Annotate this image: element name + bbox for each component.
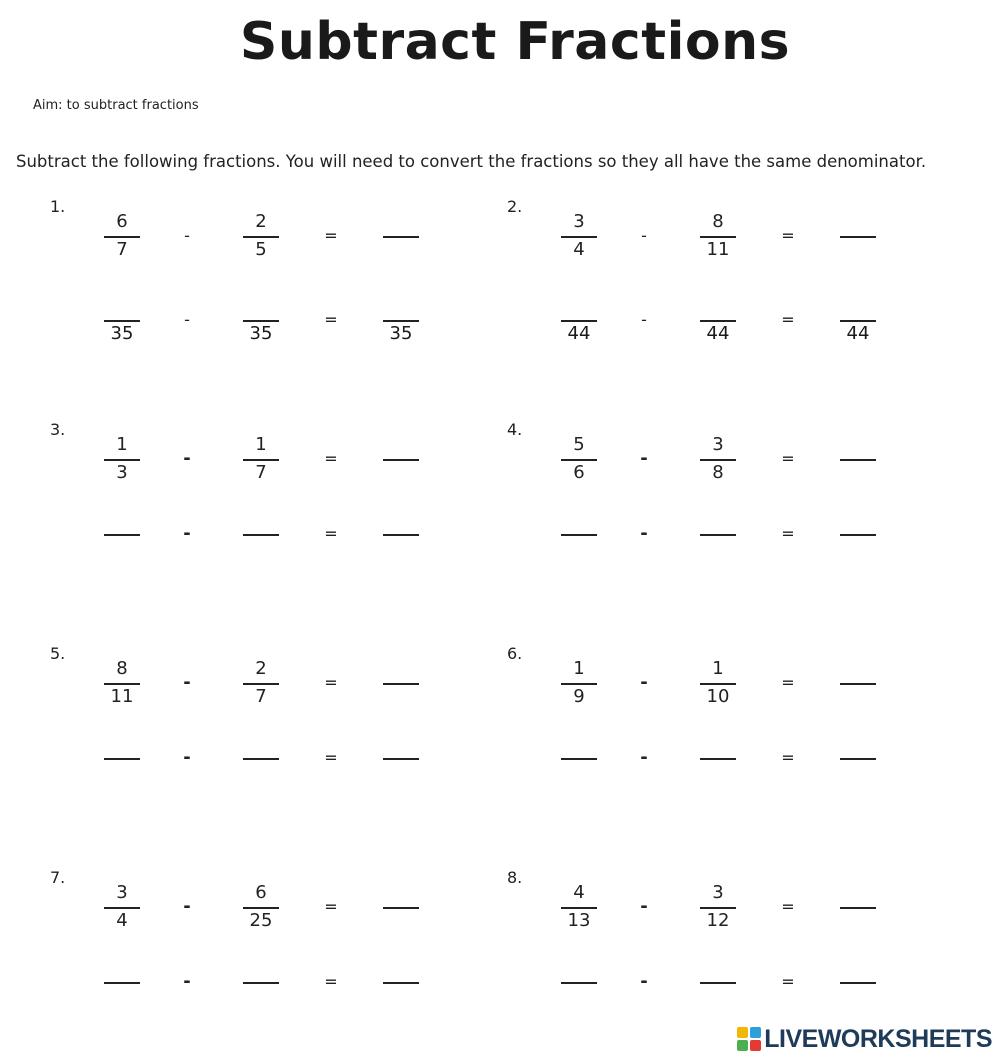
first-fraction [104,207,140,267]
equals-sign: = [781,972,795,991]
numerator: 6 [255,882,267,903]
numerator: 1 [116,434,128,455]
minus-sign: - [183,896,191,917]
equals-sign: = [324,897,338,916]
working-numerator-blank-1[interactable] [104,320,140,322]
second-fraction [700,430,736,490]
equals-sign: = [324,226,338,245]
numerator: 2 [255,658,267,679]
result-numerator-blank[interactable] [840,758,876,760]
working-denominator-1: 44 [567,323,591,344]
minus-sign: - [640,672,648,693]
second-fraction [700,654,736,714]
problem-1 [50,197,510,387]
aim-text: Aim: to subtract fractions [33,98,199,113]
fraction-bar [700,907,736,909]
equals-sign: = [324,748,338,767]
problem-number: 1. [50,197,66,216]
denominator: 9 [573,686,585,707]
working-denominator-2: 35 [249,323,273,344]
answer-blank[interactable] [840,236,876,238]
denominator: 11 [706,239,730,260]
fraction-bar [243,459,279,461]
working-numerator-blank-2[interactable] [700,534,736,536]
working-row [507,953,967,1013]
denominator: 7 [255,462,267,483]
working-numerator-blank-1[interactable] [561,758,597,760]
given-fractions-row [507,878,967,938]
working-numerator-blank-2[interactable] [243,982,279,984]
equals-sign: = [324,972,338,991]
minus-sign: - [640,971,648,992]
minus-sign: - [640,523,648,544]
minus-sign: - [640,896,648,917]
minus-sign: - [183,971,191,992]
working-numerator-blank-2[interactable] [243,758,279,760]
working-denominator-2: 44 [706,323,730,344]
problem-7 [50,868,510,1058]
fraction-bar [104,459,140,461]
second-fraction [700,207,736,267]
equals-sign: = [781,673,795,692]
minus-sign: - [183,523,191,544]
answer-blank[interactable] [840,683,876,685]
denominator: 3 [116,462,128,483]
liveworksheets-logo[interactable] [737,1025,992,1053]
problem-3 [50,420,510,610]
working-numerator-blank-1[interactable] [561,320,597,322]
denominator: 4 [573,239,585,260]
second-fraction [243,654,279,714]
problem-number: 4. [507,420,523,439]
answer-blank[interactable] [383,907,419,909]
first-fraction [561,654,597,714]
fraction-bar [700,459,736,461]
denominator: 8 [712,462,724,483]
answer-blank[interactable] [383,459,419,461]
working-numerator-blank-2[interactable] [700,320,736,322]
fraction-bar [561,459,597,461]
denominator: 5 [255,239,267,260]
denominator: 7 [255,686,267,707]
working-numerator-blank-2[interactable] [700,982,736,984]
minus-sign: - [183,448,191,469]
denominator: 11 [110,686,134,707]
problem-4 [507,420,967,610]
working-numerator-blank-1[interactable] [104,758,140,760]
instructions-text: Subtract the following fractions. You will need to convert the fractions so they all have the same denominator. [16,152,927,171]
fraction-bar [104,683,140,685]
minus-sign: - [641,310,647,329]
equals-sign: = [324,524,338,543]
given-fractions-row [50,430,510,490]
minus-sign: - [640,448,648,469]
equals-sign: = [781,748,795,767]
numerator: 8 [116,658,128,679]
fraction-bar [243,236,279,238]
result-numerator-blank[interactable] [840,534,876,536]
equals-sign: = [324,673,338,692]
working-denominator-1: 35 [110,323,134,344]
answer-blank[interactable] [383,236,419,238]
result-numerator-blank[interactable] [383,534,419,536]
given-fractions-row [50,878,510,938]
working-numerator-blank-1[interactable] [104,534,140,536]
answer-blank[interactable] [840,907,876,909]
numerator: 6 [116,211,128,232]
result-denominator: 44 [846,323,870,344]
problem-number: 8. [507,868,523,887]
numerator: 3 [712,882,724,903]
working-numerator-blank-1[interactable] [561,534,597,536]
minus-sign: - [183,747,191,768]
denominator: 10 [706,686,730,707]
result-numerator-blank[interactable] [840,320,876,322]
given-fractions-row [507,654,967,714]
working-numerator-blank-2[interactable] [700,758,736,760]
working-row [50,953,510,1013]
numerator: 1 [573,658,585,679]
answer-blank[interactable] [840,459,876,461]
working-numerator-blank-2[interactable] [243,534,279,536]
given-fractions-row [50,654,510,714]
minus-sign: - [184,310,190,329]
working-row [507,729,967,789]
answer-blank[interactable] [383,683,419,685]
equals-sign: = [781,449,795,468]
fraction-bar [561,236,597,238]
numerator: 3 [712,434,724,455]
first-fraction [104,878,140,938]
numerator: 5 [573,434,585,455]
first-fraction [561,430,597,490]
equals-sign: = [781,897,795,916]
problem-number: 7. [50,868,66,887]
minus-sign: - [184,226,190,245]
liveworksheets-logo-icon [737,1027,761,1051]
equals-sign: = [781,524,795,543]
fraction-bar [243,683,279,685]
first-fraction [561,207,597,267]
working-numerator-blank-1[interactable] [561,982,597,984]
denominator: 13 [567,910,591,931]
second-fraction [243,430,279,490]
equals-sign: = [781,226,795,245]
result-denominator: 35 [389,323,413,344]
first-fraction [104,654,140,714]
numerator: 1 [255,434,267,455]
working-row [507,505,967,565]
second-fraction [700,878,736,938]
fraction-bar [561,907,597,909]
first-fraction [104,430,140,490]
problem-number: 3. [50,420,66,439]
equals-sign: = [781,310,795,329]
problem-number: 6. [507,644,523,663]
minus-sign: - [640,747,648,768]
result-numerator-blank[interactable] [383,982,419,984]
denominator: 6 [573,462,585,483]
minus-sign: - [641,226,647,245]
result-numerator-blank[interactable] [383,320,419,322]
working-row [50,729,510,789]
given-fractions-row [507,430,967,490]
problem-number: 2. [507,197,523,216]
problem-6 [507,644,967,834]
given-fractions-row [507,207,967,267]
minus-sign: - [183,672,191,693]
logo-text: LIVEWORKSHEETS [764,1024,992,1053]
problem-number: 5. [50,644,66,663]
second-fraction [243,878,279,938]
equals-sign: = [324,449,338,468]
numerator: 1 [712,658,724,679]
working-numerator-blank-1[interactable] [104,982,140,984]
denominator: 25 [249,910,273,931]
fraction-bar [104,236,140,238]
working-row [50,291,510,351]
result-numerator-blank[interactable] [383,758,419,760]
fraction-bar [243,907,279,909]
fraction-bar [561,683,597,685]
page-title: Subtract Fractions [239,12,791,72]
numerator: 2 [255,211,267,232]
fraction-bar [700,683,736,685]
denominator: 7 [116,239,128,260]
given-fractions-row [50,207,510,267]
problem-5 [50,644,510,834]
denominator: 4 [116,910,128,931]
numerator: 8 [712,211,724,232]
numerator: 4 [573,882,585,903]
problem-2 [507,197,967,387]
first-fraction [561,878,597,938]
denominator: 12 [706,910,730,931]
equals-sign: = [324,310,338,329]
working-numerator-blank-2[interactable] [243,320,279,322]
numerator: 3 [573,211,585,232]
working-row [50,505,510,565]
working-row [507,291,967,351]
second-fraction [243,207,279,267]
numerator: 3 [116,882,128,903]
fraction-bar [700,236,736,238]
fraction-bar [104,907,140,909]
result-numerator-blank[interactable] [840,982,876,984]
